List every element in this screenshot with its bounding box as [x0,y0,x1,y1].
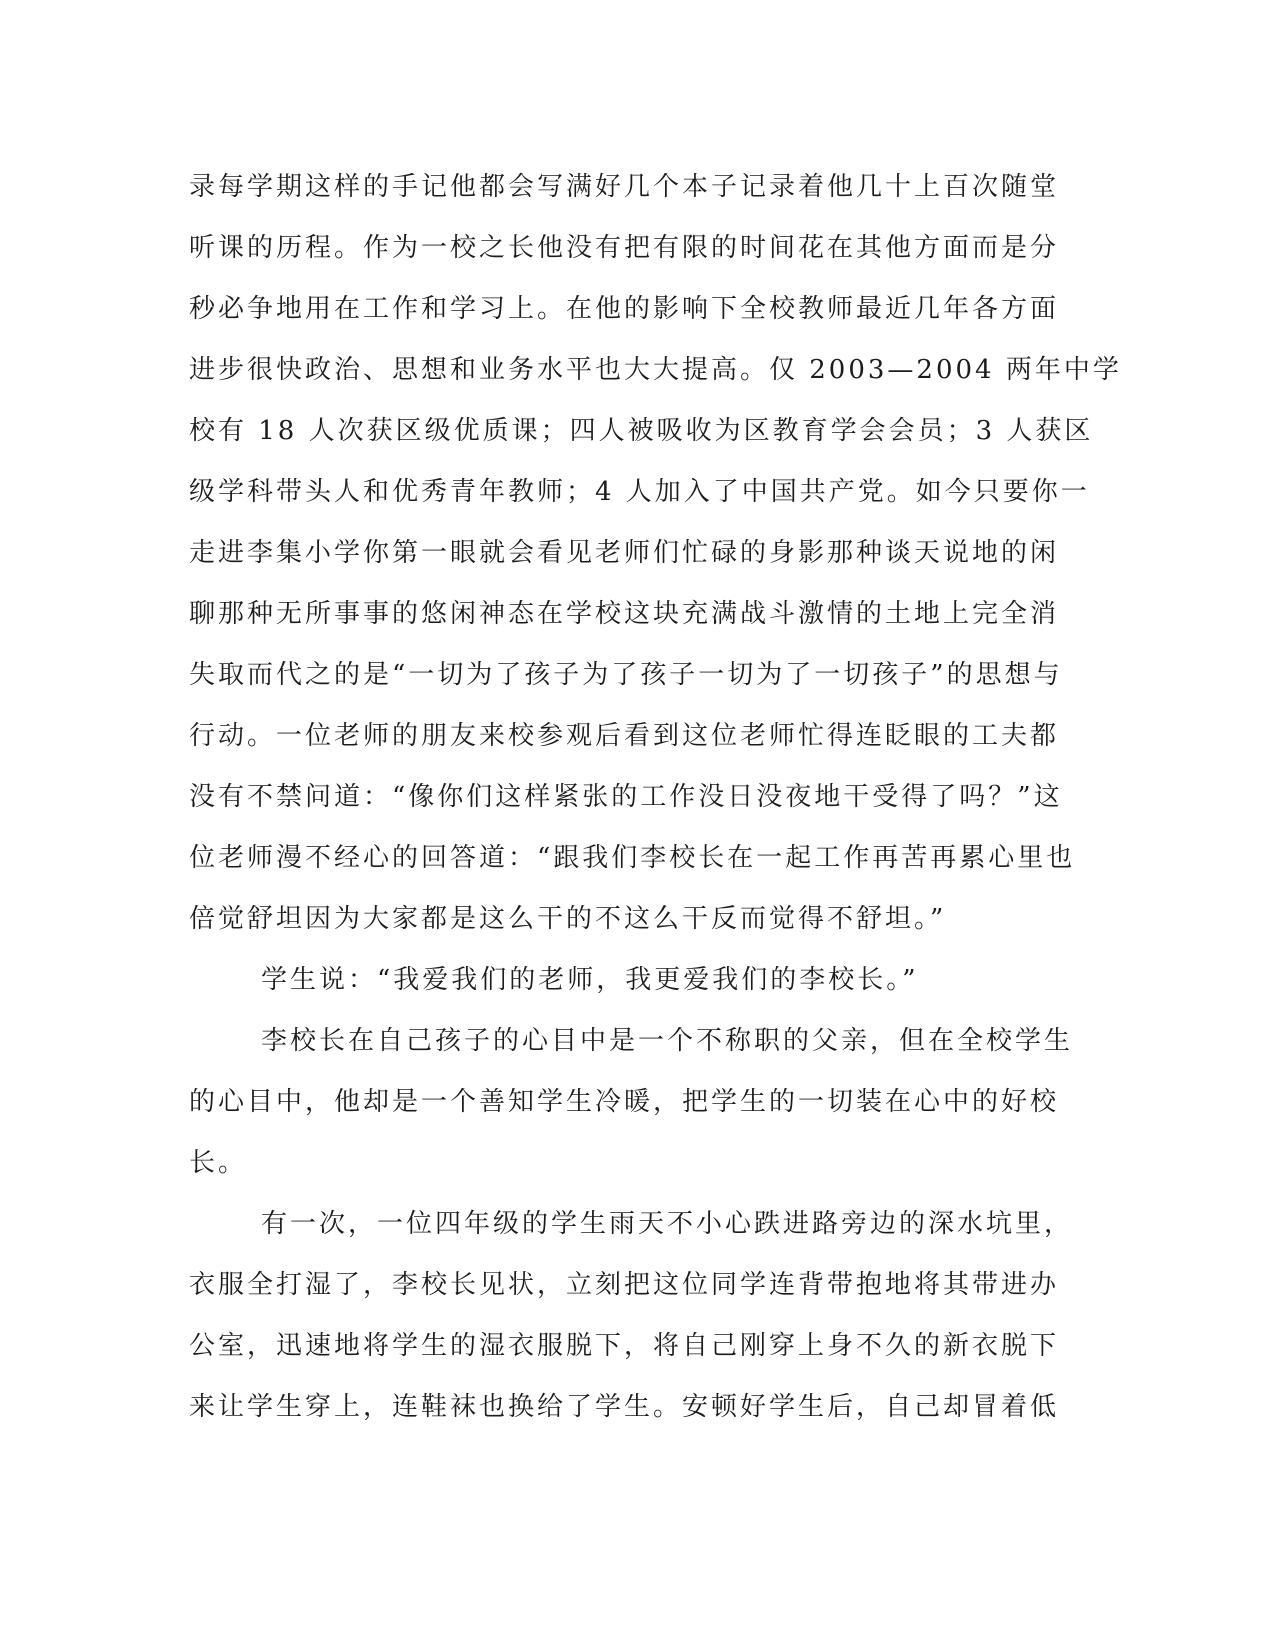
text-line: 来让学生穿上，连鞋袜也换给了学生。安顿好学生后，自己却冒着低 [189,1392,1060,1422]
text-line: 有一次，一位四年级的学生雨天不小心跌进路旁边的深水坑里， [261,1209,1074,1239]
text-line: 没有不禁问道：“像你们这样紧张的工作没日没夜地干受得了吗？”这 [189,782,1063,812]
text-line: 李校长在自己孩子的心目中是一个不称职的父亲，但在全校学生 [261,1026,1074,1056]
text-line: 位老师漫不经心的回答道：“跟我们李校长在一起工作再苦再累心里也 [189,843,1076,873]
text-line: 学生说：“我爱我们的老师，我更爱我们的李校长。” [261,965,919,995]
text-line: 录每学期这样的手记他都会写满好几个本子记录着他几十上百次随堂 [189,172,1060,202]
text-line: 聊那种无所事事的悠闲神态在学校这块充满战斗激情的土地上完全消 [189,599,1060,629]
body-text [189,157,1122,1438]
text-line: 长。 [189,1148,248,1178]
text-line: 进步很快政治、思想和业务水平也大大提高。仅 2003—2004 两年中学 [189,355,1122,385]
text-line: 听课的历程。作为一校之长他没有把有限的时间花在其他方面而是分 [189,233,1060,263]
text-line: 校有 18 人次获区级优质课；四人被吸收为区教育学会会员；3 人获区 [189,416,1094,446]
text-line: 倍觉舒坦因为大家都是这么干的不这么干反而觉得不舒坦。” [189,904,947,934]
text-line: 失取而代之的是“一切为了孩子为了孩子一切为了一切孩子”的思想与 [189,660,1063,690]
text-line: 行动。一位老师的朋友来校参观后看到这位老师忙得连眨眼的工夫都 [189,721,1060,751]
text-line: 级学科带头人和优秀青年教师；4 人加入了中国共产党。如今只要你一 [189,477,1090,507]
text-line: 秒必争地用在工作和学习上。在他的影响下全校教师最近几年各方面 [189,294,1060,324]
text-line: 公室，迅速地将学生的湿衣服脱下，将自己刚穿上身不久的新衣脱下 [189,1331,1060,1361]
text-line: 走进李集小学你第一眼就会看见老师们忙碌的身影那种谈天说地的闲 [189,538,1060,568]
text-line: 的心目中，他却是一个善知学生冷暖，把学生的一切装在心中的好校 [189,1087,1060,1117]
text-line: 衣服全打湿了，李校长见状，立刻把这位同学连背带抱地将其带进办 [189,1270,1060,1300]
